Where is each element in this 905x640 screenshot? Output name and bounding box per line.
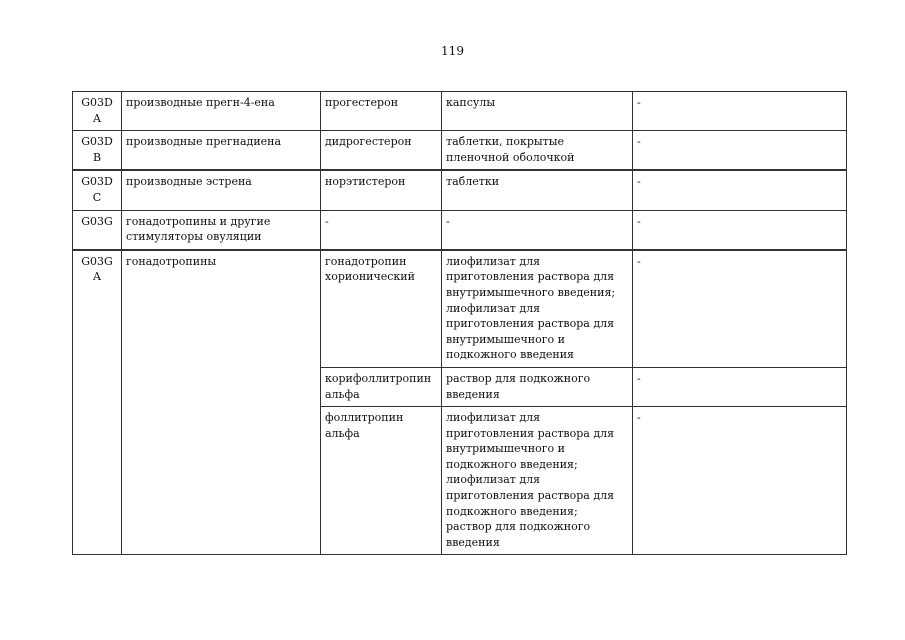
note-cell: -: [633, 131, 847, 171]
group-name-cell: гонадотропины и другие стимуляторы овуляции: [122, 210, 321, 250]
note-cell: -: [633, 92, 847, 131]
note-cell: -: [633, 170, 847, 210]
table-row: [73, 92, 847, 131]
atc-code-cell: G03G A: [73, 250, 122, 555]
dosage-form-cell: -: [442, 210, 633, 250]
note-cell: -: [633, 250, 847, 368]
drug-name-cell: корифоллитропин альфа: [321, 367, 442, 406]
drug-name-cell: фоллитропин альфа: [321, 407, 442, 555]
atc-code-cell: G03D B: [73, 131, 122, 171]
drug-name-cell: гонадотропин хорионический: [321, 250, 442, 368]
drug-name-cell: -: [321, 210, 442, 250]
dosage-form-cell: раствор для подкожного введения: [442, 367, 633, 406]
dosage-form-cell: капсулы: [442, 92, 633, 131]
drug-name-cell: норэтистерон: [321, 170, 442, 210]
group-name-cell: производные прегн-4-ена: [122, 92, 321, 131]
group-name-cell: производные эстрена: [122, 170, 321, 210]
dosage-form-cell: таблетки, покрытые пленочной оболочкой: [442, 131, 633, 171]
dosage-form-cell: таблетки: [442, 170, 633, 210]
atc-code-cell: G03D C: [73, 170, 122, 210]
table-row: [73, 250, 847, 368]
drug-name-cell: прогестерон: [321, 92, 442, 131]
group-name-cell: гонадотропины: [122, 250, 321, 555]
group-name-cell: производные прегнадиена: [122, 131, 321, 171]
table-row: [73, 210, 847, 250]
note-cell: -: [633, 407, 847, 555]
drug-table: [72, 91, 847, 555]
note-cell: -: [633, 210, 847, 250]
table-row: [73, 170, 847, 210]
atc-code-cell: G03D A: [73, 92, 122, 131]
atc-code-cell: G03G: [73, 210, 122, 250]
page-number: 119: [441, 44, 464, 58]
note-cell: -: [633, 367, 847, 406]
dosage-form-cell: лиофилизат для приготовления раствора для внутримышечного и подкожного введения; лиофилизат для приготовления раствора для подкожного введения; раствор для подкожного введения: [442, 407, 633, 555]
table-row: [73, 131, 847, 171]
drug-name-cell: дидрогестерон: [321, 131, 442, 171]
dosage-form-cell: лиофилизат для приготовления раствора для внутримышечного введения; лиофилизат для приготовления раствора для внутримышечного и подкожного введения: [442, 250, 633, 368]
